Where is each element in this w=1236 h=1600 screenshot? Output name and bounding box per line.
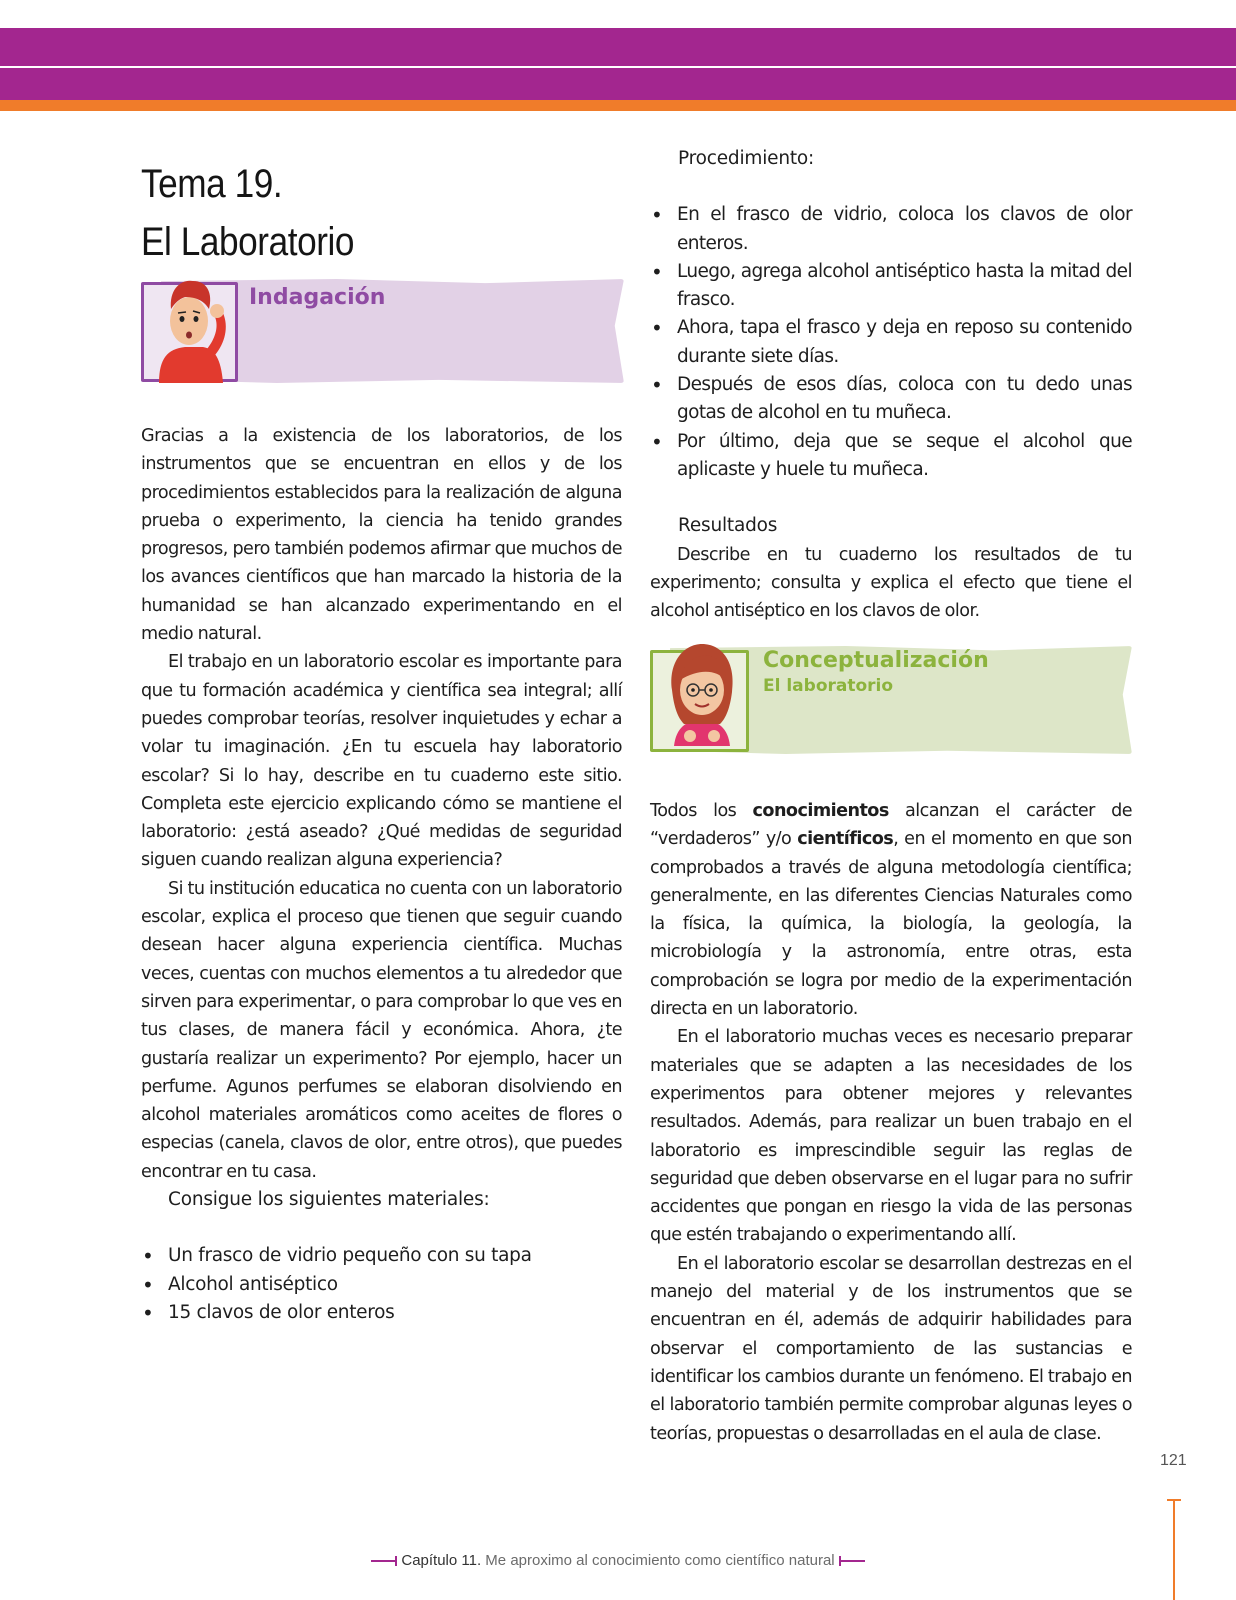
experiment-paragraph: Si tu institución educatica no cuenta con un laboratorio escolar, explica el proceso que tienen que seguir cuando desean hacer alguna experiencia científica. Muchas veces, cuentas con muchos elementos a tu alrededor que sirven para experimentar, o para comprobar lo que ves en tus clases, de manera fácil y económica. Ahora, ¿te gustaría realizar un experimento? Por ejemplo, hacer un perfume. Agunos perfumes se elaboran disolviendo en alcohol materiales aromáticos como aceites de flores o especias (canela, clavos de olor, entre otros), que puedes encontrar en tu casa. [141, 878, 622, 1182]
right-column [650, 145, 1132, 625]
knowledge-text-a: Todos los [650, 801, 753, 821]
left-body [141, 422, 622, 1327]
topic-title [141, 155, 564, 271]
knowledge-paragraph [650, 797, 1132, 1023]
results-text: Describe en tu cuaderno los resultados de tu experimento; consulta y explica el efecto que tiene el alcohol antiséptico en los clavos de olor. [650, 544, 1132, 622]
skills-paragraph: En el laboratorio escolar se desarrollan destrezas en el manejo del material y de los instrumentos que se encuentran en él, además de adquirir habilidades para observar el comportamiento de las sustancias e identificar los cambios durante un fenómeno. El trabajo en el laboratorio también permite comprobar algunas leyes o teorías, propuestas o desarrolladas en el aula de clase. [650, 1253, 1132, 1444]
footer-tick-left [371, 1560, 397, 1562]
list-item: • Luego, agrega alcohol antiséptico hasta la mitad del frasco. [650, 258, 1132, 315]
footer-chapter: Capítulo 11. [401, 1552, 482, 1569]
results-heading: Resultados [678, 515, 778, 537]
preparation-paragraph: En el laboratorio muchas veces es necesario preparar materiales que se adapten a las necesidades de los experimentos para obtener mejores y relevantes resultados. Además, para realizar un buen trabajo en el laboratorio es imprescindible seguir las reglas de seguridad que deben observarse en el lugar para no sufrir accidentes que pongan en riesgo la vida de las personas que estén trabajando o experimentando allí. [650, 1027, 1132, 1246]
footer-tick-right [839, 1560, 865, 1562]
list-item: • Después de esos días, coloca con tu dedo unas gotas de alcohol en tu muñeca. [650, 371, 1132, 428]
margin-rule [1173, 1499, 1175, 1600]
footer [0, 1552, 1236, 1569]
keyword-conocimientos: conocimientos [752, 801, 889, 821]
thinking-boy-icon [145, 275, 237, 383]
list-item: • Alcohol antiséptico [141, 1271, 622, 1299]
left-column [141, 155, 622, 271]
list-item: • Un frasco de vidrio pequeño con su tapa [141, 1242, 622, 1270]
list-item: • Ahora, tapa el frasco y deja en reposo su contenido durante siete días. [650, 314, 1132, 371]
procedure-heading: Procedimiento: [678, 148, 815, 169]
list-item: • Por último, deja que se seque el alcohol que aplicaste y huele tu muñeca. [650, 428, 1132, 485]
list-item: • En el frasco de vidrio, coloca los clavos de olor enteros. [650, 201, 1132, 258]
intro-paragraph: Gracias a la existencia de los laboratorios, de los instrumentos que se encuentran en ellos y de los procedimientos establecidos para la realización de alguna prueba o experimento, la ciencia ha tenido grandes progresos, pero también podemos afirmar que muchos de los avances científicos que han marcado la historia de la humanidad se han alcanzado experimentando en el medio natural. [141, 426, 622, 645]
knowledge-text-e: , en el momento en que son comprobados a través de alguna metodología científica; generalmente, en las diferentes Ciencias Naturales como la física, la química, la biología, la geología, la microbiología y la astronomía, entre otras, esta comprobación se logra por medio de la experimentación directa en un laboratorio. [650, 829, 1132, 1020]
header-band-lower [0, 68, 1236, 100]
conceptualizacion-subtitle: El laboratorio [763, 676, 894, 696]
teacher-girl-icon [654, 638, 750, 756]
lab-paragraph: El trabajo en un laboratorio escolar es importante para que tu formación académica y científica sea integral; allí puedes comprobar teorías, resolver inquietudes y echar a volar tu imaginación. ¿En tu escuela hay laboratorio escolar? Si lo hay, describe en tu cuaderno este sitio. Completa este ejercicio explicando cómo se mantiene el laboratorio: ¿está aseado? ¿Qué medidas de seguridad siguen cuando realizan alguna experiencia? [141, 652, 622, 871]
header-accent-stripe [0, 100, 1236, 111]
conceptualizacion-banner [650, 638, 1132, 764]
knowledge-text-c: alcanzan el carácter de “verdaderos” y/o [650, 801, 1132, 850]
materials-list [141, 1242, 622, 1327]
materials-intro: Consigue los siguientes materiales: [168, 1189, 490, 1211]
indagacion-title: Indagación [249, 285, 386, 310]
page-number: 121 [1160, 1452, 1187, 1469]
conceptualizacion-title: Conceptualización [763, 648, 989, 673]
indagacion-banner [141, 275, 624, 387]
list-item: • 15 clavos de olor enteros [141, 1299, 622, 1327]
header-band [0, 28, 1236, 66]
right-body [650, 797, 1132, 1448]
procedure-list [650, 201, 1132, 484]
keyword-cientificos: científicos [797, 829, 894, 850]
footer-title: Me aproximo al conocimiento como científico natural [481, 1552, 835, 1569]
topic-number: Tema 19. [141, 162, 283, 206]
topic-name: El Laboratorio [141, 220, 355, 264]
